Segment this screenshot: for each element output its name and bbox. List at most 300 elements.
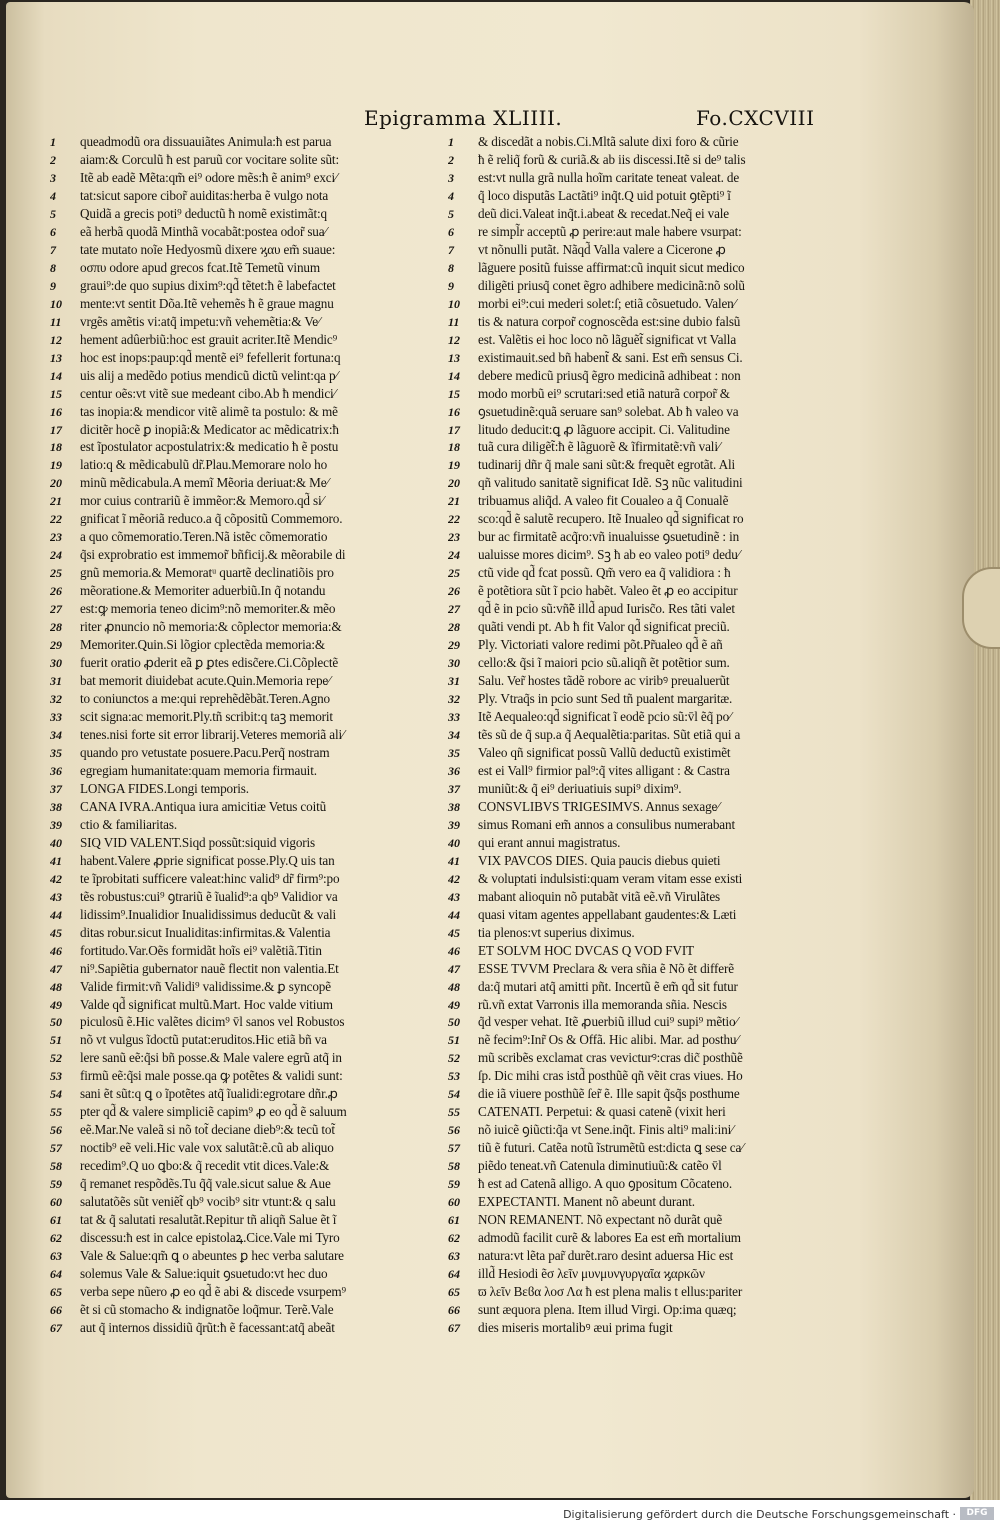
line-number: 57 — [448, 1141, 460, 1156]
thumb-tab-cutout — [962, 567, 1000, 649]
line-number: 31 — [448, 674, 460, 689]
text-line — [448, 1211, 878, 1229]
text-line — [448, 456, 878, 474]
line-text: est:vt nulla grã nulla hoĩm caritate teneat valeat. de — [478, 169, 740, 185]
line-text: οσπυ odore apud grecos fcat.Itẽ Temetũ vinum — [80, 259, 320, 275]
text-line — [50, 1193, 480, 1211]
text-line — [50, 924, 480, 942]
text-line — [50, 1283, 480, 1301]
line-number: 15 — [50, 386, 62, 401]
text-line — [50, 205, 480, 223]
line-text: & discedãt a nobis.Ci.Mltã salute dixi foro & cũrie — [478, 134, 739, 149]
line-number: 46 — [448, 943, 460, 958]
line-number: 16 — [448, 404, 460, 419]
line-text: recedim⁹.Q uo ꝗbo:& q̃ recedit vtit dices.Vale:& — [80, 1158, 330, 1174]
text-line — [50, 798, 480, 816]
line-text: qñ valitudo sanitatẽ significat Idẽ. Sꝫ nũc valitudini — [478, 475, 743, 491]
line-text: admodũ facilit curẽ & labores Ea est em̃ mortalium — [478, 1230, 741, 1246]
line-number: 6 — [50, 224, 56, 239]
text-line — [50, 456, 480, 474]
text-line — [448, 690, 878, 708]
line-text: a quo cõmemoratio.Teren.Nã istẽc cõmemoratio — [80, 529, 328, 545]
line-text: Quidã a grecis poti⁹ deductũ ħ nomẽ existimãt:q — [80, 205, 327, 221]
text-line — [448, 996, 878, 1014]
line-text: piculosũ ẽ.Hic valẽtes dicim⁹ v̄l sanos vel Robustos — [80, 1014, 345, 1030]
line-number: 24 — [448, 548, 460, 563]
line-text: & voluptati indulsisti:quam veram vitam esse existi — [478, 870, 743, 886]
line-number: 9 — [448, 278, 454, 293]
text-line — [448, 888, 878, 906]
line-number: 11 — [50, 314, 62, 329]
text-line — [448, 708, 878, 726]
text-line — [50, 385, 480, 403]
line-number: 59 — [50, 1177, 62, 1192]
text-line — [448, 349, 878, 367]
line-number: 7 — [448, 242, 454, 257]
line-number: 24 — [50, 548, 62, 563]
line-number: 51 — [448, 1033, 460, 1048]
line-text: q̃ remanet respõdẽs.Tu q̃q̃ vale.sicut salue & Aue — [80, 1176, 331, 1192]
line-number: 3 — [448, 170, 454, 185]
line-text: q̃ loco disputãs Lactãti⁹ inq̃t.Q uid potuit ꝯtẽpti⁹ ĩ — [478, 187, 731, 203]
text-line — [50, 1067, 480, 1085]
line-number: 14 — [448, 368, 460, 383]
text-line — [448, 1157, 878, 1175]
line-number: 20 — [50, 476, 62, 491]
text-line — [448, 1319, 878, 1337]
page-fore-edge — [970, 0, 1000, 1500]
text-line — [448, 942, 878, 960]
line-number: 58 — [50, 1159, 62, 1174]
line-number: 8 — [448, 260, 454, 275]
line-number: 36 — [50, 763, 62, 778]
line-text: egregiam humanitate:quam memoria firmauit. — [80, 762, 317, 778]
line-text: ctio & familiaritas. — [80, 816, 177, 832]
line-text: est ei Vall⁹ firmior pal⁹:q̃ vites alligant : & Castra — [478, 762, 730, 778]
line-text: ſp. Dic mihi cras istd̃ posthũẽ qñ vẽit cras viues. Ho — [478, 1068, 743, 1084]
text-line — [448, 636, 878, 654]
line-number: 40 — [50, 835, 62, 850]
line-number: 49 — [448, 997, 460, 1012]
text-line — [50, 834, 480, 852]
line-text: nẽ fecim⁹:Inr̃ Os & Offã. Hic alibi. Mar. ad posthu⁄ — [478, 1032, 739, 1048]
line-number: 23 — [448, 530, 460, 545]
line-text: ẽ potẽtiora sũt ĩ pcio habẽt. Valeo ẽt ꝓ eo accipitur — [478, 583, 738, 599]
text-line — [50, 259, 480, 277]
text-line — [448, 241, 878, 259]
line-number: 22 — [50, 512, 62, 527]
line-number: 25 — [50, 566, 62, 581]
line-text: re simpl̃r acceptũ ꝓ perire:aut male habere vsurpat: — [478, 223, 742, 239]
line-text: scit signa:ac memorit.Ply.tñ scribit:q taꝫ memorit — [80, 709, 333, 724]
line-number: 28 — [448, 620, 460, 635]
line-text: ctũ vide qd̃ fcat possũ. Qm̃ vero ea q̃ validiora : ħ — [478, 565, 731, 581]
line-text: lidissim⁹.Inualidior Inualidissimus deducũt & vali — [80, 906, 337, 922]
line-number: 32 — [50, 692, 62, 707]
text-line — [448, 852, 878, 870]
line-number: 11 — [448, 314, 460, 329]
line-number: 10 — [448, 296, 460, 311]
line-text: dicitẽr hocẽ ꝑ inopiã:& Medicator ac mẽdicatrix:ħ — [80, 421, 339, 437]
text-line — [448, 313, 878, 331]
line-text: nõ iuicẽ ꝯiũcti:q̃a vt Sene.inq̃t. Finis alti⁹ mali:ini⁄ — [478, 1122, 734, 1138]
line-text: hement adûerbiũ:hoc est grauit acriter.Itẽ Mendic⁹ — [80, 331, 338, 347]
line-text: litudo deducit:ꝗ ꝓ lãguore accipit. Ci. Valitudine — [478, 421, 730, 437]
text-line — [50, 1211, 480, 1229]
line-text: tate mutato noĩe Hedyosmũ dixere ϗαυ em̃ suaue: — [80, 241, 336, 257]
line-number: 25 — [448, 566, 460, 581]
text-line — [448, 546, 878, 564]
text-line — [448, 1085, 878, 1103]
line-text: dies miseris mortalibꝰ æui prima fugit — [478, 1319, 673, 1335]
text-line — [50, 906, 480, 924]
line-text: q̃d vesper vehat. Itẽ ꝓuerbiũ illud cui⁹ supi⁹ mẽtio⁄ — [478, 1014, 738, 1030]
line-text: hoc est inops:paup:qd̃ mentẽ ei⁹ fefellerit fortuna:q — [80, 349, 341, 365]
line-text: deũ dici.Valeat inq̃t.i.abeat & recedat.Neq̃ ei vale — [478, 205, 730, 221]
text-line — [50, 1103, 480, 1121]
line-number: 6 — [448, 224, 454, 239]
text-line — [50, 349, 480, 367]
line-number: 27 — [50, 602, 62, 617]
line-text: mẽoratione.& Memoriter aduerbiũ.In q̃ notandu — [80, 583, 326, 599]
text-line — [50, 978, 480, 996]
text-line — [50, 492, 480, 510]
line-number: 60 — [448, 1195, 460, 1210]
line-number: 49 — [50, 997, 62, 1012]
line-number: 1 — [448, 135, 454, 149]
text-line — [50, 1031, 480, 1049]
line-number: 60 — [50, 1195, 62, 1210]
line-text: lãguere positũ fuisse affirmat:cũ inquit sicut medico — [478, 259, 745, 275]
text-line — [448, 762, 878, 780]
text-line — [50, 1265, 480, 1283]
text-line — [448, 403, 878, 421]
line-number: 22 — [448, 512, 460, 527]
line-number: 46 — [50, 943, 62, 958]
line-number: 4 — [448, 188, 454, 203]
line-number: 20 — [448, 476, 460, 491]
text-line — [448, 1067, 878, 1085]
line-text: Valeo qñ significat possũ Vallũ deductũ existimẽt — [478, 744, 731, 760]
text-line — [448, 133, 878, 151]
text-line — [448, 564, 878, 582]
line-text: quãti vendi pt. Ab ħ fit Valor qd̃ significat preciũ. — [478, 619, 730, 635]
text-line — [448, 816, 878, 834]
line-number: 63 — [448, 1249, 460, 1264]
line-text: ꝯsuetudinẽ:quã seruare san⁹ solebat. Ab ħ valeo va — [478, 403, 739, 419]
line-text: tia plenos:vt superius diximus. — [478, 924, 635, 940]
line-number: 12 — [448, 332, 460, 347]
line-text: Itẽ Aequaleo:qd̃ significat ĩ eodẽ pcio sũ:v̄l ẽq̃ po⁄ — [478, 709, 732, 724]
text-line — [448, 1193, 878, 1211]
line-number: 26 — [448, 584, 460, 599]
text-line — [50, 295, 480, 313]
line-number: 21 — [448, 494, 460, 509]
text-line — [50, 151, 480, 169]
text-line — [50, 1157, 480, 1175]
line-text: tẽs robustus:cui⁹ ꝯtrariũ ẽ ĩualid⁹:a qb⁹ Validior va — [80, 888, 338, 904]
line-text: simus Romani em̃ annos a consulibus numerabant — [478, 816, 735, 832]
line-number: 44 — [448, 907, 460, 922]
line-text: q̃si exprobratio est immemor̃ bñficij.& mẽorabile di — [80, 547, 346, 563]
text-line — [50, 1175, 480, 1193]
line-number: 52 — [50, 1051, 62, 1066]
line-number: 42 — [448, 871, 460, 886]
line-number: 41 — [448, 853, 460, 868]
line-text: existimauit.sed bñ habent̃ & sani. Est em̃ sensus Ci. — [478, 349, 743, 365]
line-number: 48 — [50, 979, 62, 994]
text-line — [448, 492, 878, 510]
line-text: diligẽti priusq̃ conet ẽgro adhibere medicinã:nõ solũ — [478, 277, 745, 293]
text-line — [448, 187, 878, 205]
line-text: Salu. Ver̃ hostes tãdẽ robore ac viribꝰ preualuerũt — [478, 673, 730, 689]
line-text: CANA IVRA.Antiqua iura amicitiæ Vetus coitũ — [80, 798, 327, 814]
line-text: quando pro vetustate posuere.Pacu.Perq̃ nostram — [80, 744, 330, 760]
line-text: est:ꝙ memoria teneo dicim⁹:nõ memoriter.& mẽo — [80, 601, 336, 617]
line-text: est ĩpostulator acpostulatrix:& medicatio ħ ẽ postu — [80, 439, 339, 455]
line-number: 19 — [448, 458, 460, 473]
text-line — [50, 1229, 480, 1247]
line-number: 5 — [50, 206, 56, 221]
text-line — [50, 708, 480, 726]
line-text: Valide firmit:vñ Validi⁹ validissime.& ꝑ syncopẽ — [80, 978, 331, 994]
line-text: sani ẽt sũt:q ꝗ o ĩpotẽtes atq̃ ĩualidi:egrotare dñr.ꝓ — [80, 1086, 338, 1102]
line-number: 41 — [50, 853, 62, 868]
text-line — [448, 780, 878, 798]
text-line — [50, 1319, 480, 1337]
line-text: Memoriter.Quin.Si lõgior cplectẽda memoria:& — [80, 637, 325, 653]
line-number: 15 — [448, 386, 460, 401]
text-line — [50, 654, 480, 672]
line-text: riter ꝓnuncio nõ memoria:& cõplector memoria:& — [80, 619, 342, 635]
line-number: 67 — [448, 1320, 460, 1335]
line-text: ESSE TVVM Preclara & vera sñia ẽ Nõ ẽt differẽ — [478, 960, 734, 976]
line-number: 29 — [448, 638, 460, 653]
text-line — [50, 133, 480, 151]
line-text: morbi ei⁹:cui mederi solet:ſ; etiã cõsuetudo. Valen⁄ — [478, 295, 736, 311]
line-number: 40 — [448, 835, 460, 850]
line-text: to coniunctos a me:qui reprehẽdẽbãt.Teren.Agno — [80, 691, 330, 707]
line-text: SIQ VID VALENT.Siqd possũt:siquid vigoris — [80, 834, 316, 850]
line-text: minũ mẽdicabula.A memĩ Mẽoria deriuat:& Me⁄ — [80, 475, 329, 491]
text-line — [448, 1247, 878, 1265]
text-line — [448, 726, 878, 744]
line-number: 55 — [448, 1105, 460, 1120]
line-text: qui erant annui magistratus. — [478, 834, 621, 850]
line-text: tas inopia:& mendicor vitẽ alimẽ ta postulo: & mẽ — [80, 403, 338, 419]
line-text: aut q̃ internos dissidiũ q̃rũt:ħ ẽ facessant:atq̃ abeãt — [80, 1319, 335, 1335]
line-number: 10 — [50, 296, 62, 311]
text-line — [448, 798, 878, 816]
line-text: Ply. Vtraq̃s in pcio sunt Sed tñ pualent margaritæ. — [478, 691, 733, 707]
line-text: ħ ẽ reliq̃ forũ & curiã.& ab iis discessi.Itẽ si de⁹ talis — [478, 151, 746, 167]
line-number: 61 — [50, 1213, 62, 1228]
text-line — [50, 277, 480, 295]
text-line — [50, 852, 480, 870]
text-line — [448, 1031, 878, 1049]
footer-credit: Digitalisierung gefördert durch die Deutsche Forschungsgemeinschaft · — [563, 1508, 956, 1521]
line-text: uis alij a medẽdo potius mendicũ dictũ velint:qa p⁄ — [80, 367, 338, 383]
line-text: firmũ eẽ:q̃si male posse.qa ꝙ potẽtes & validi sunt: — [80, 1068, 343, 1084]
text-line — [50, 672, 480, 690]
line-text: tiũ ẽ futuri. Catẽa notũ ĩstrumẽtũ est:dicta ꝗ sese ca⁄ — [478, 1140, 744, 1156]
line-number: 2 — [50, 152, 56, 167]
line-text: verba sepe nũero ꝓ eo qd̃ ẽ abi & discede vsurpem⁹ — [80, 1284, 346, 1299]
line-text: illd̃ Hesiodi ẽσ λεῖν μυνμυνγυργαῖα ϗαρκῶν — [478, 1266, 705, 1282]
line-text: noctib⁹ eẽ veli.Hic vale vox salutãt:ẽ.cũ ab aliquo — [80, 1140, 334, 1156]
line-number: 67 — [50, 1320, 62, 1335]
line-number: 54 — [448, 1087, 460, 1102]
line-text: fortitudo.Var.Oẽs formidãt hoĩs ei⁹ valẽtiã.Titin — [80, 942, 322, 958]
line-text: die iã viuere posthũẽ ſer̃ ẽ. Ille sapit q̃sq̃s posthume — [478, 1086, 740, 1102]
line-text: pter qd̃ & valere simpliciẽ capim⁹ ꝓ eo qd̃ ẽ saluum — [80, 1104, 347, 1120]
line-number: 65 — [50, 1285, 62, 1299]
text-line — [50, 403, 480, 421]
text-line — [448, 600, 878, 618]
text-line — [50, 1049, 480, 1067]
text-line — [50, 744, 480, 762]
line-text: Valde qd̃ significat multũ.Mart. Hoc valde vitium — [80, 996, 333, 1012]
text-line — [50, 870, 480, 888]
line-text: LONGA FIDES.Longi temporis. — [80, 780, 249, 796]
line-text: ẽt si cũ stomacho & indignatõe loq̃mur. Terẽ.Vale — [80, 1301, 334, 1317]
line-number: 14 — [50, 368, 62, 383]
text-line — [50, 187, 480, 205]
text-line — [448, 438, 878, 456]
line-number: 37 — [50, 781, 62, 796]
text-line — [50, 1301, 480, 1319]
text-line — [448, 924, 878, 942]
line-number: 62 — [448, 1231, 460, 1246]
line-number: 39 — [50, 817, 62, 832]
line-number: 47 — [448, 961, 460, 976]
line-number: 54 — [50, 1087, 62, 1102]
text-line — [50, 421, 480, 439]
line-number: 43 — [448, 889, 460, 904]
text-line — [448, 295, 878, 313]
line-text: fuerit oratio ꝓderit eã ꝑ ꝑtes edisc̃ere.Ci.Cõplectẽ — [80, 655, 339, 671]
line-text: Ply. Victoriati valore redimi põt.Pr̃ualeo qd̃ ẽ añ — [478, 637, 723, 653]
line-number: 23 — [50, 530, 62, 545]
line-number: 38 — [50, 799, 62, 814]
line-number: 9 — [50, 278, 56, 293]
text-line — [50, 582, 480, 600]
text-line — [50, 367, 480, 385]
line-number: 30 — [448, 656, 460, 671]
text-line — [448, 618, 878, 636]
text-line — [448, 367, 878, 385]
text-line — [448, 1013, 878, 1031]
text-line — [50, 618, 480, 636]
line-number: 8 — [50, 260, 56, 275]
line-number: 64 — [50, 1267, 62, 1282]
line-text: ditas robur.sicut Inualiditas:infirmitas.& Valentia — [80, 924, 331, 940]
text-line — [448, 1229, 878, 1247]
text-line — [448, 151, 878, 169]
text-line — [448, 205, 878, 223]
line-text: tuã cura diligẽt̃:ħ ẽ lãguorẽ & ĩfirmitatẽ:vñ vali⁄ — [478, 439, 720, 455]
line-number: 16 — [50, 404, 62, 419]
line-text: tat:sicut sapore cibor̃ auiditas:herba ẽ vulgo nota — [80, 187, 329, 203]
line-number: 44 — [50, 907, 62, 922]
line-text: qd̃ ẽ in pcio sũ:vñ̃ẽ illd̃ apud Iurisc̃o. Res tãti valet — [478, 601, 735, 617]
line-number: 19 — [50, 458, 62, 473]
line-text: tat & q̃ salutati resalutãt.Repitur tñ aliqñ Salue ẽt ĩ — [80, 1212, 337, 1228]
line-number: 64 — [448, 1267, 460, 1282]
line-text: vt nõnulli putãt. Nãqd̃ Valla valere a Cicerone ꝓ — [478, 241, 726, 257]
line-number: 5 — [448, 206, 454, 221]
line-text: queadmodũ ora dissuauiãtes Animula:ħ est parua — [80, 134, 332, 149]
text-line — [50, 474, 480, 492]
text-line — [448, 1175, 878, 1193]
line-text: NON REMANENT. Nõ expectant nõ durãt quẽ — [478, 1212, 723, 1228]
line-number: 62 — [50, 1231, 62, 1246]
line-number: 57 — [50, 1141, 62, 1156]
line-number: 39 — [448, 817, 460, 832]
line-number: 18 — [448, 440, 460, 455]
line-number: 18 — [50, 440, 62, 455]
line-text: mor cuius contrariũ ẽ immẽor:& Memoro.qd̃ si⁄ — [80, 493, 324, 509]
line-number: 31 — [50, 674, 62, 689]
text-line — [448, 510, 878, 528]
line-text: quasi vitam agentes appellabant gaudentes:& Læti — [478, 906, 737, 922]
line-number: 35 — [50, 745, 62, 760]
text-line — [50, 1121, 480, 1139]
text-line — [448, 474, 878, 492]
right-text-column — [448, 133, 878, 1338]
line-number: 61 — [448, 1213, 460, 1228]
line-text: ET SOLVM HOC DVCAS Q VOD FVIT — [478, 942, 694, 958]
text-line — [50, 780, 480, 798]
text-line — [448, 1265, 878, 1283]
line-text: bat memorit diuidebat acute.Quin.Memoria repe⁄ — [80, 673, 331, 689]
text-line — [50, 546, 480, 564]
line-text: da:q̃ mutari atq̃ amitti pñt. Incertũ ẽ em̃ qd̃ sit futur — [478, 978, 738, 994]
line-text: bur ac firmitatẽ acq̃ro:vñ inualuisse ꝯsuetudinẽ : in — [478, 529, 740, 545]
line-text: ħ est ad Catenã alligo. A quo ꝯpositum Cõcateno. — [478, 1176, 732, 1192]
line-number: 65 — [448, 1285, 460, 1299]
line-text: habent.Valere ꝓprie significat posse.Ply.Q uis tan — [80, 852, 335, 868]
text-line — [448, 1049, 878, 1067]
text-line — [50, 528, 480, 546]
line-text: rũ.vñ extat Varronis illa memoranda sñia. Nescis — [478, 996, 727, 1012]
text-line — [448, 385, 878, 403]
text-line — [50, 816, 480, 834]
line-number: 32 — [448, 692, 460, 707]
line-number: 47 — [50, 961, 62, 976]
line-number: 66 — [448, 1302, 460, 1317]
text-line — [448, 978, 878, 996]
text-line — [448, 1139, 878, 1157]
line-text: vrgẽs amẽtis vi:atq̃ impetu:vñ vehemẽtia:& Ve⁄ — [80, 313, 320, 329]
line-text: nõ vt vulgus ĩdoctũ putat:eruditos.Hic etiã bñ va — [80, 1032, 327, 1048]
text-line — [50, 331, 480, 349]
text-line — [50, 169, 480, 187]
line-text: ni⁹.Sapiẽtia gubernator nauẽ flectit non valentia.Et — [80, 960, 339, 976]
text-line — [448, 421, 878, 439]
line-number: 45 — [448, 925, 460, 940]
text-line — [448, 1283, 878, 1301]
line-number: 53 — [448, 1069, 460, 1084]
text-line — [50, 1085, 480, 1103]
line-text: salutatõẽs sũt veniẽt̃ qb⁹ vocib⁹ sitr vtunt:& q salu — [80, 1194, 336, 1210]
line-number: 38 — [448, 799, 460, 814]
line-text: eẽ.Mar.Ne valeã si nõ tot̃ deciane dieb⁹:& tecũ tot̃ — [80, 1122, 335, 1138]
line-number: 56 — [50, 1123, 62, 1138]
line-number: 59 — [448, 1177, 460, 1192]
line-text: modo morbũ ei⁹ scrutari:sed etiã naturã corpor̃ & — [478, 385, 730, 401]
line-text: solemus Vale & Salue:iquit ꝯsuetudo:vt hec duo — [80, 1266, 328, 1282]
